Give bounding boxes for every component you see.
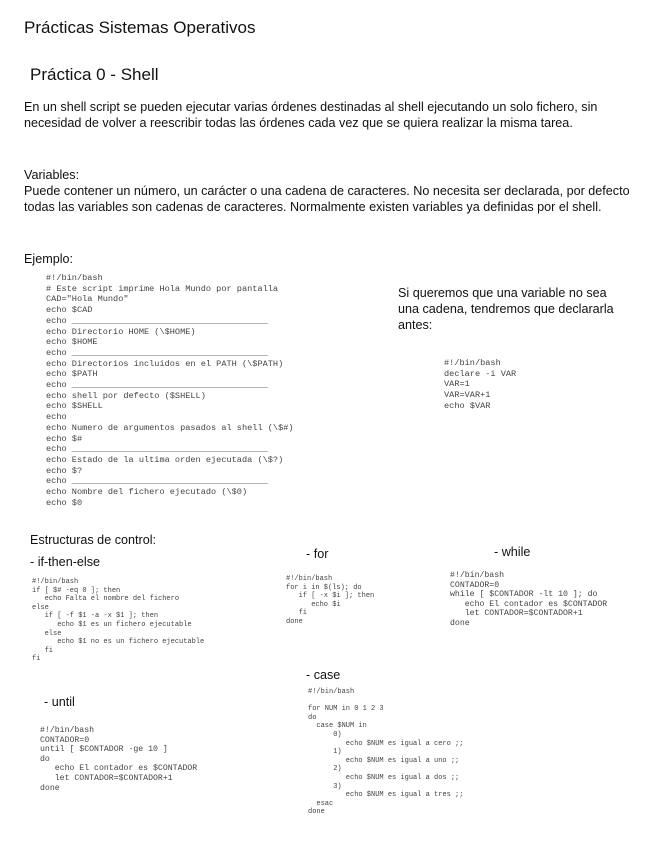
- case-code: #!/bin/bash for NUM in 0 1 2 3 do case $NUM in 0) echo $NUM es igual a cero ;; 1) echo $NUM es igual a uno ;; 2) echo $NUM es igual a dos ;; 3) echo $NUM es igual a tres ;; esac done: [308, 688, 464, 817]
- control-heading: Estructuras de control:: [30, 533, 156, 547]
- section-title: Práctica 0 - Shell: [30, 65, 159, 84]
- declare-code: #!/bin/bash declare -i VAR VAR=1 VAR=VAR+1 echo $VAR: [444, 358, 517, 411]
- case-label: - case: [306, 668, 341, 682]
- for-code: #!/bin/bash for i in $(ls); do if [ -x $i ]; then echo $i fi done: [286, 575, 375, 626]
- for-label: - for: [306, 547, 329, 561]
- document-title: Prácticas Sistemas Operativos: [24, 18, 256, 37]
- if-label: - if-then-else: [30, 555, 100, 569]
- variables-heading: Variables:: [24, 168, 80, 182]
- until-code: #!/bin/bash CONTADOR=0 until [ $CONTADOR -ge 10 ] do echo El contador es $CONTADOR let CONTADOR=$CONTADOR+1 done: [40, 726, 198, 793]
- until-label: - until: [44, 695, 75, 709]
- variables-paragraph: Puede contener un número, un carácter o una cadena de caracteres. No necesita ser declarada, por defecto todas las variables son cadenas de caracteres. Normalmente existen variables ya definidas por el shell.: [24, 184, 630, 214]
- while-label: - while: [494, 545, 531, 559]
- example-code: #!/bin/bash # Este script imprime Hola Mundo por pantalla CAD="Hola Mundo" echo $CAD echo ______________________________________ echo Directorio HOME (\$HOME) echo $HOME echo ______________________________________ echo Directorios incluidos en el PATH (\$PATH) echo $PATH echo ______________________________________ echo shell por defecto ($SHELL) echo $SHELL echo echo Numero de argumentos pasados al shell (\$#) echo $# echo ______________________________________ echo Estado de la ultima orden ejecutada (\$?) echo $? echo ______________________________________ echo Nombre del fichero ejecutado (\$0) echo $0: [46, 273, 294, 508]
- example-heading: Ejemplo:: [24, 252, 73, 266]
- while-code: #!/bin/bash CONTADOR=0 while [ $CONTADOR -lt 10 ]; do echo El contador es $CONTADOR let CONTADOR=$CONTADOR+1 done: [450, 571, 608, 628]
- declare-note: Si queremos que una variable no sea una cadena, tendremos que declararla antes:: [398, 286, 614, 332]
- intro-paragraph: En un shell script se pueden ejecutar varias órdenes destinadas al shell ejecutando un solo fichero, sin necesidad de volver a reescribir todas las órdenes cada vez que se quiera realizar la misma tarea.: [24, 100, 598, 130]
- if-code: #!/bin/bash if [ $# -eq 0 ]; then echo Falta el nombre del fichero else if [ -f $1 -a -x $1 ]; then echo $1 es un fichero ejecutable else echo $1 no es un fichero ejecutable fi fi: [32, 578, 205, 664]
